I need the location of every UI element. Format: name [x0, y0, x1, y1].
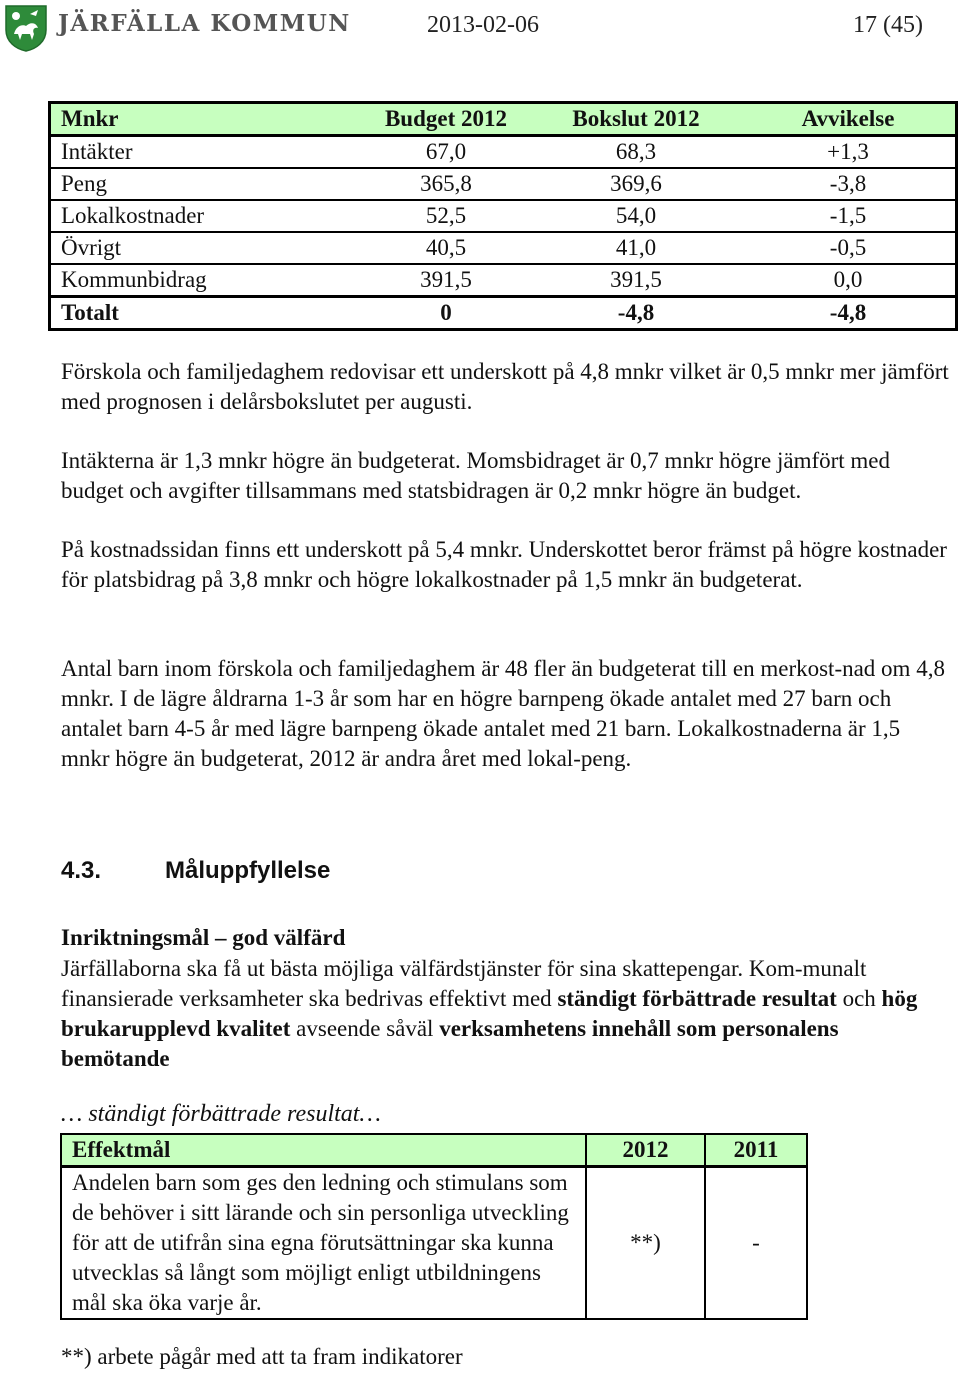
paragraph-children: Antal barn inom förskola och familjedaghem är 48 fler än budgeterat till en merkost-nad om 4,8 mnkr. I de lägre åldrarna 1-3 år som har en högre barnpeng ökade antalet med 27 barn och antalet barn 4-5 år med lägre barnpeng ökade antalet med 21 barn. Lokalkostnaderna är 1,5 mnkr högre än budgeterat, 2012 är andra året med lokal-peng. — [61, 656, 945, 771]
goal-text: avseende såväl — [290, 1016, 440, 1041]
row-label: Lokalkostnader — [50, 200, 362, 232]
goal-emphasis: ständigt förbättrade resultat — [557, 986, 837, 1011]
total-budget: 0 — [361, 297, 531, 330]
column-header: 2011 — [705, 1134, 807, 1167]
section-number: 4.3. — [61, 857, 102, 884]
total-bokslut: -4,8 — [531, 297, 741, 330]
section-heading — [61, 857, 330, 885]
goal-description-cell: Andelen barn som ges den ledning och stimulans som de behöver i sitt lärande och sin personliga utveckling för att de utifrån sina egna förutsättningar ska kunna utvecklas så långt som möjligt enligt utbildningens mål ska öka varje år. — [61, 1167, 586, 1320]
avvikelse-cell: -1,5 — [741, 200, 957, 232]
avvikelse-cell: 0,0 — [741, 264, 957, 297]
value-2011: - — [705, 1167, 807, 1320]
column-header: Bokslut 2012 — [531, 103, 741, 136]
avvikelse-cell: -0,5 — [741, 232, 957, 264]
column-header: Mnkr — [50, 103, 362, 136]
column-header: 2012 — [586, 1134, 705, 1167]
paragraph-revenue: Intäkterna är 1,3 mnkr högre än budgeterat. Momsbidraget är 0,7 mnkr högre jämfört med budget och avgifter tillsammans med statsbidragen är 0,2 mnkr högre än budget. — [61, 448, 891, 503]
row-label: Intäkter — [50, 136, 362, 169]
total-row — [50, 297, 957, 330]
budget-cell: 67,0 — [361, 136, 531, 169]
table-subtitle: … ständigt förbättrade resultat… — [61, 1101, 381, 1127]
bokslut-cell: 54,0 — [531, 200, 741, 232]
column-header: Budget 2012 — [361, 103, 531, 136]
table-row — [50, 232, 957, 264]
row-label: Kommunbidrag — [50, 264, 362, 297]
paragraph-costs: På kostnadssidan finns ett underskott på 5,4 mnkr. Underskottet beror främst på högre kostnader för platsbidrag på 3,8 mnkr och högre lokalkostnader på 1,5 mnkr än budgeterat. — [61, 537, 947, 592]
bokslut-cell: 68,3 — [531, 136, 741, 169]
section-title: Måluppfyllelse — [165, 857, 331, 884]
page-header — [0, 0, 960, 60]
table-row — [50, 200, 957, 232]
effect-goal-table — [60, 1133, 808, 1320]
goal-text: och — [836, 986, 882, 1011]
footnote: **) arbete pågår med att ta fram indikatorer — [61, 1344, 463, 1369]
row-label: Övrigt — [50, 232, 362, 264]
budget-cell: 391,5 — [361, 264, 531, 297]
bokslut-cell: 41,0 — [531, 232, 741, 264]
table-row — [50, 136, 957, 169]
total-avvikelse: -4,8 — [741, 297, 957, 330]
budget-cell: 52,5 — [361, 200, 531, 232]
avvikelse-cell: +1,3 — [741, 136, 957, 169]
table-row — [50, 168, 957, 200]
bokslut-cell: 391,5 — [531, 264, 741, 297]
column-header: Avvikelse — [741, 103, 957, 136]
goal-text: Järfällaborna ska få ut bästa möjliga välfärdstjänster för sina skattepengar. Kom-munalt finansierade verksamheter ska bedrivas effektivt med — [61, 956, 867, 1011]
effect-table-header — [61, 1134, 807, 1167]
budget-table — [48, 101, 958, 331]
paragraph-summary: Förskola och familjedaghem redovisar ett underskott på 4,8 mnkr vilket är 0,5 mnkr mer jämfört med prognosen i delårsbokslutet per augusti. — [61, 359, 949, 414]
budget-cell: 365,8 — [361, 168, 531, 200]
budget-cell: 40,5 — [361, 232, 531, 264]
total-label: Totalt — [50, 297, 362, 330]
avvikelse-cell: -3,8 — [741, 168, 957, 200]
municipality-crest-icon — [4, 4, 48, 52]
page-number: 17 (45) — [853, 12, 923, 38]
budget-table-header — [50, 103, 957, 136]
goal-emphasis: hög brukarupplevd kvalitet — [61, 986, 918, 1041]
value-2012: **) — [586, 1167, 705, 1320]
goal-description — [61, 954, 951, 1074]
goal-emphasis: verksamhetens innehåll som personalens bemötande — [61, 1016, 839, 1071]
goal-title: Inriktningsmål – god välfärd — [61, 925, 346, 950]
row-label: Peng — [50, 168, 362, 200]
table-row — [61, 1167, 807, 1320]
bokslut-cell: 369,6 — [531, 168, 741, 200]
organization-name: JÄRFÄLLA KOMMUN — [58, 10, 351, 37]
column-header: Effektmål — [61, 1134, 586, 1167]
document-date: 2013-02-06 — [427, 12, 539, 38]
table-row — [50, 264, 957, 297]
